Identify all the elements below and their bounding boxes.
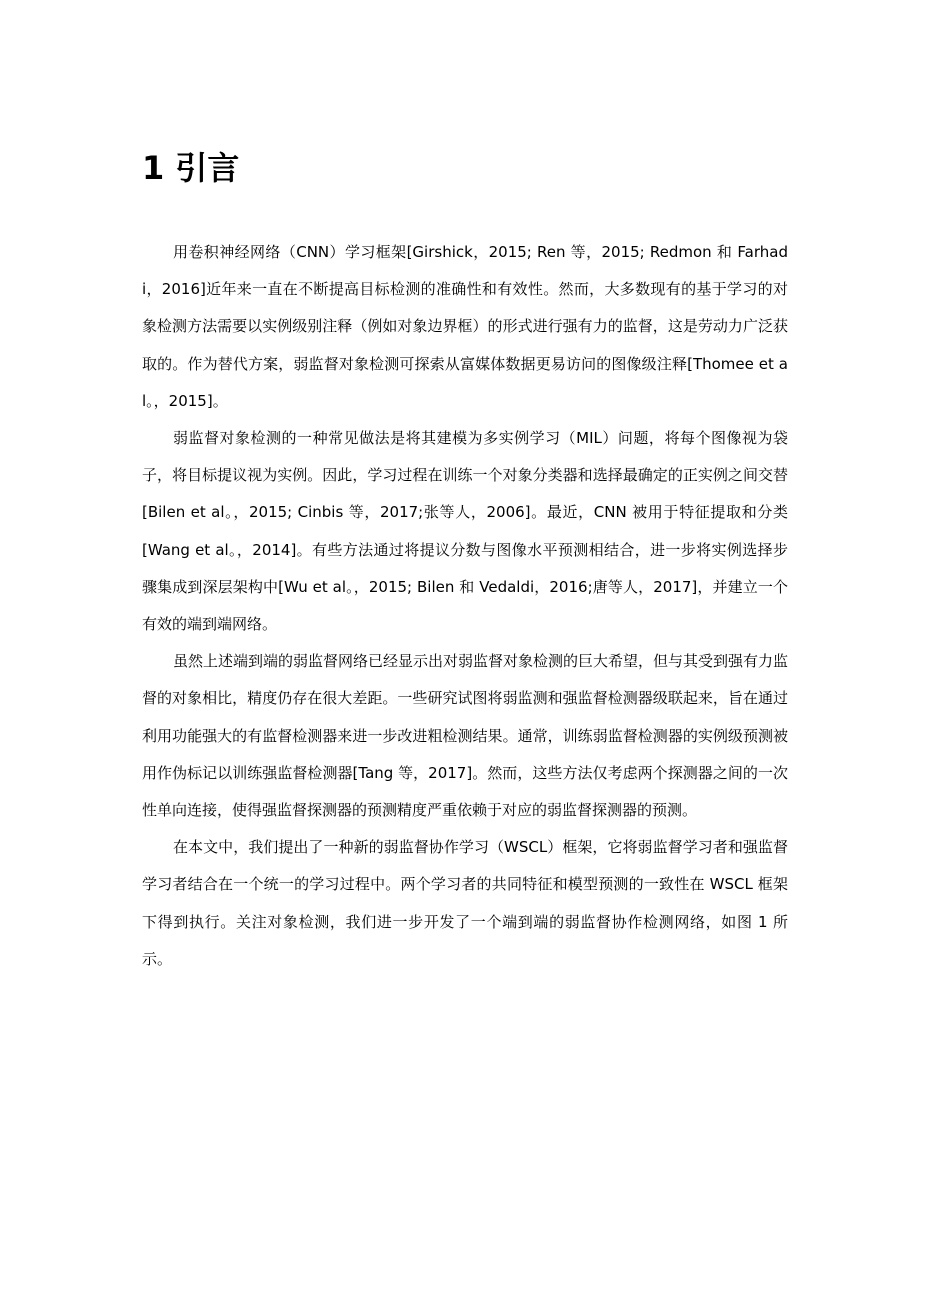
section-title: 1 引言 [142,149,240,187]
paragraph-3: 虽然上述端到端的弱监督网络已经显示出对弱监督对象检测的巨大希望，但与其受到强有力监督的对象相比，精度仍存在很大差距。一些研究试图将弱监测和强监督检测器级联起来，旨在通过利用功能强大的有监督检测器来进一步改进粗检测结果。通常，训练弱监督检测器的实例级预测被用作伪标记以训练强监督检测器[Tang 等，2017]。然而，这些方法仅考虑两个探测器之间的一次性单向连接，使得强监督探测器的预测精度严重依赖于对应的弱监督探测器的预测。 [142,652,789,820]
body-text [142,234,788,978]
paragraph-4: 在本文中，我们提出了一种新的弱监督协作学习（WSCL）框架，它将弱监督学习者和强监督学习者结合在一个统一的学习过程中。两个学习者的共同特征和模型预测的一致性在 WSCL 框架下得到执行。关注对象检测，我们进一步开发了一个端到端的弱监督协作检测网络，如图 1 所示。 [142,838,788,968]
paragraph-1: 用卷积神经网络（CNN）学习框架[Girshick，2015; Ren 等，2015; Redmon 和 Farhadi，2016]近年来一直在不断提高目标检测的准确性和有效性。然而，大多数现有的基于学习的对象检测方法需要以实例级别注释（例如对象边界框）的形式进行强有力的监督，这是劳动力广泛获取的。作为替代方案，弱监督对象检测可探索从富媒体数据更易访问的图像级注释[Thomee et al。，2015]。 [142,243,788,410]
paragraph-2: 弱监督对象检测的一种常见做法是将其建模为多实例学习（MIL）问题，将每个图像视为袋子，将目标提议视为实例。因此，学习过程在训练一个对象分类器和选择最确定的正实例之间交替[Bilen et al。，2015; Cinbis 等，2017;张等人，2006]。最近，CNN 被用于特征提取和分类[Wang et al。，2014]。有些方法通过将提议分数与图像水平预测相结合，进一步将实例选择步骤集成到深层架构中[Wu et al。，2015; Bilen 和 Vedaldi，2016;唐等人，2017]，并建立一个有效的端到端网络。 [142,429,788,634]
